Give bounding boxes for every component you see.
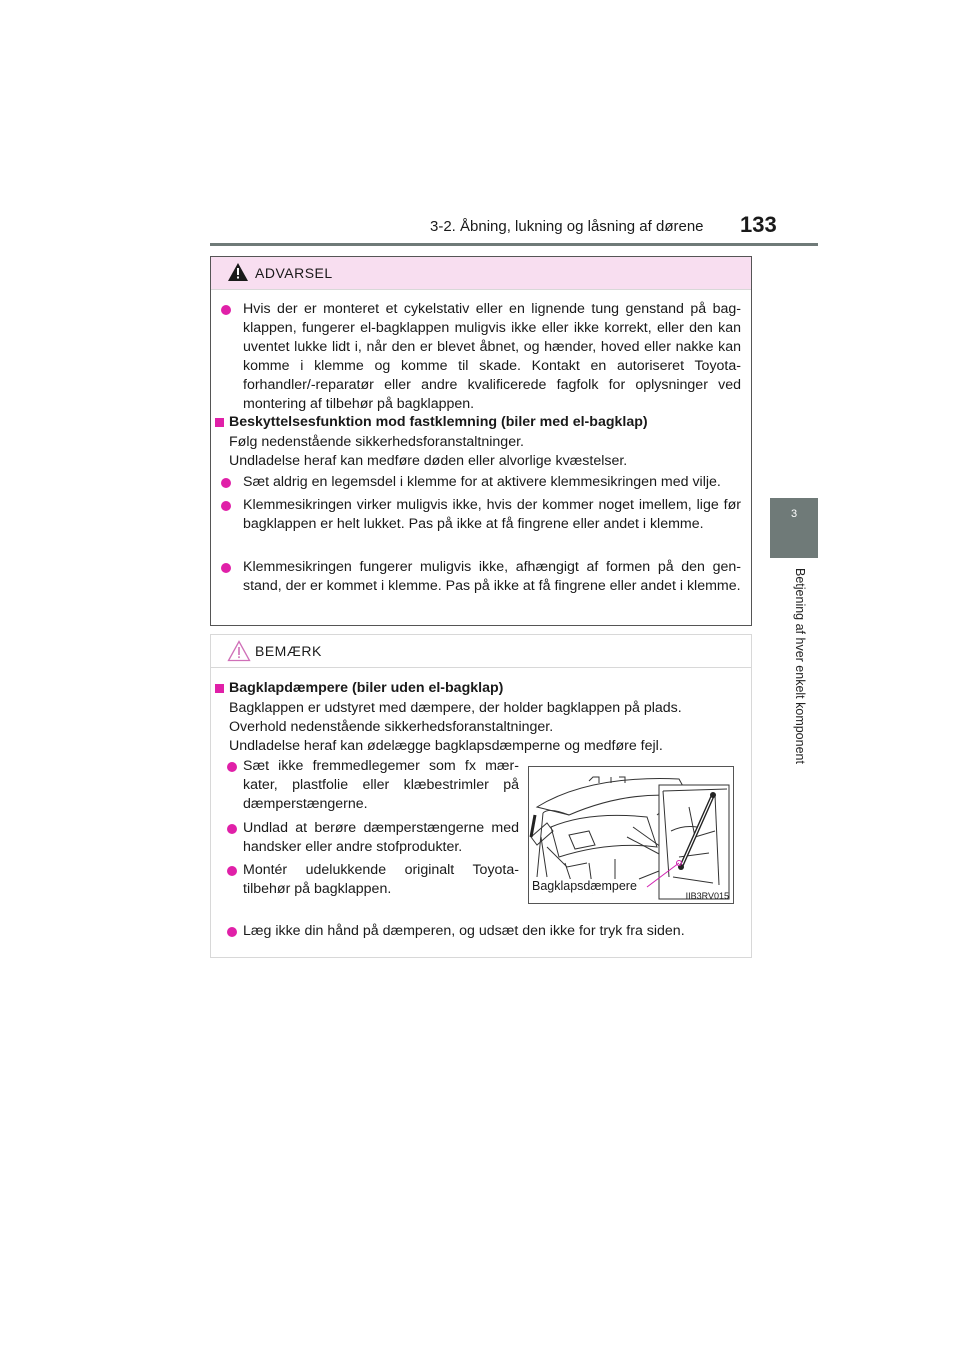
note-heading: Bagklapdæmpere (biler uden el-bagklap)	[229, 680, 504, 696]
warning-bullet-1: Hvis der er monteret et cykelstativ eller en lignende tung genstand på bag-klappen, fungerer el-bagklappen muligvis ikke eller ikke korrekt, eller den kan uventet lukke lidt i, når den er blevet åbnet, og hænder, hoved eller nakke kan komme i klemme og komme til skade. Kontakt en autoriseret Toyota-forhandler/-reparatør eller andre kvalificerede fagfolk for oplysninger ved montering af tilbehør på bagklappen.	[243, 301, 741, 412]
bullet-icon	[227, 866, 237, 876]
heading-square-icon	[215, 684, 224, 693]
page-number: 133	[740, 212, 777, 237]
warning-header	[211, 257, 751, 290]
note-bullet-3: Montér udelukkende originalt Toyota-tilbehør på bagklappen.	[243, 862, 519, 897]
note-bullet-4: Læg ikke din hånd på dæmperen, og udsæt den ikke for tryk fra siden.	[243, 923, 685, 939]
warning-heading: Beskyttelsesfunktion mod fastklemning (biler med el-bagklap)	[229, 414, 648, 430]
bullet-icon	[221, 563, 231, 573]
header-title: 3-2. Åbning, lukning og låsning af dørene	[430, 218, 704, 235]
note-label: BEMÆRK	[255, 643, 322, 659]
bullet-icon	[227, 927, 237, 937]
chapter-number: 3	[790, 508, 798, 520]
warning-intro: Følg nedenstående sikkerhedsforanstaltninger. Undladelse heraf kan medføre døden eller alvorlige kvæstelser.	[229, 434, 628, 469]
bullet-icon	[227, 762, 237, 772]
bullet-icon	[221, 478, 231, 488]
warning-label: ADVARSEL	[255, 265, 333, 281]
caution-triangle-outline-icon	[227, 640, 251, 662]
chapter-tab	[770, 498, 818, 558]
warning-bullet-3: Klemmesikringen virker muligvis ikke, hvis der kommer noget imellem, lige før bagklappen er helt lukket. Pas på ikke at få fingrene eller andet i klemme.	[243, 497, 741, 532]
bullet-icon	[227, 824, 237, 834]
header-rule	[210, 243, 818, 246]
figure-label: Bagklapsdæmpere	[532, 879, 637, 893]
bullet-icon	[221, 305, 231, 315]
warning-box	[210, 256, 752, 626]
figure-code: IIB3RV015	[685, 891, 729, 901]
warning-triangle-icon	[227, 262, 249, 282]
note-header	[211, 635, 751, 668]
tailgate-damper-figure	[528, 766, 734, 904]
note-bullet-1: Sæt ikke fremmedlegemer som fx mær-kater, plastfolie eller klæbestrimler på dæmperstængerne.	[243, 758, 519, 812]
note-intro: Bagklappen er udstyret med dæmpere, der holder bagklappen på plads. Overhold nedenstående sikkerhedsforanstaltninger. Undladelse heraf kan ødelægge bagklapsdæmperne og medføre fejl.	[229, 700, 682, 754]
chapter-title: Betjening af hver enkelt komponent	[793, 568, 807, 764]
warning-bullet-2: Sæt aldrig en legemsdel i klemme for at aktivere klemmesikringen med vilje.	[243, 474, 721, 490]
heading-square-icon	[215, 418, 224, 427]
warning-bullet-4: Klemmesikringen fungerer muligvis ikke, afhængigt af formen på den gen-stand, der er kommet i klemme. Pas på ikke at få fingrene eller andet i klemme.	[243, 559, 741, 594]
bullet-icon	[221, 501, 231, 511]
note-bullet-2: Undlad at berøre dæmperstængerne med handsker eller andre stofprodukter.	[243, 820, 519, 855]
